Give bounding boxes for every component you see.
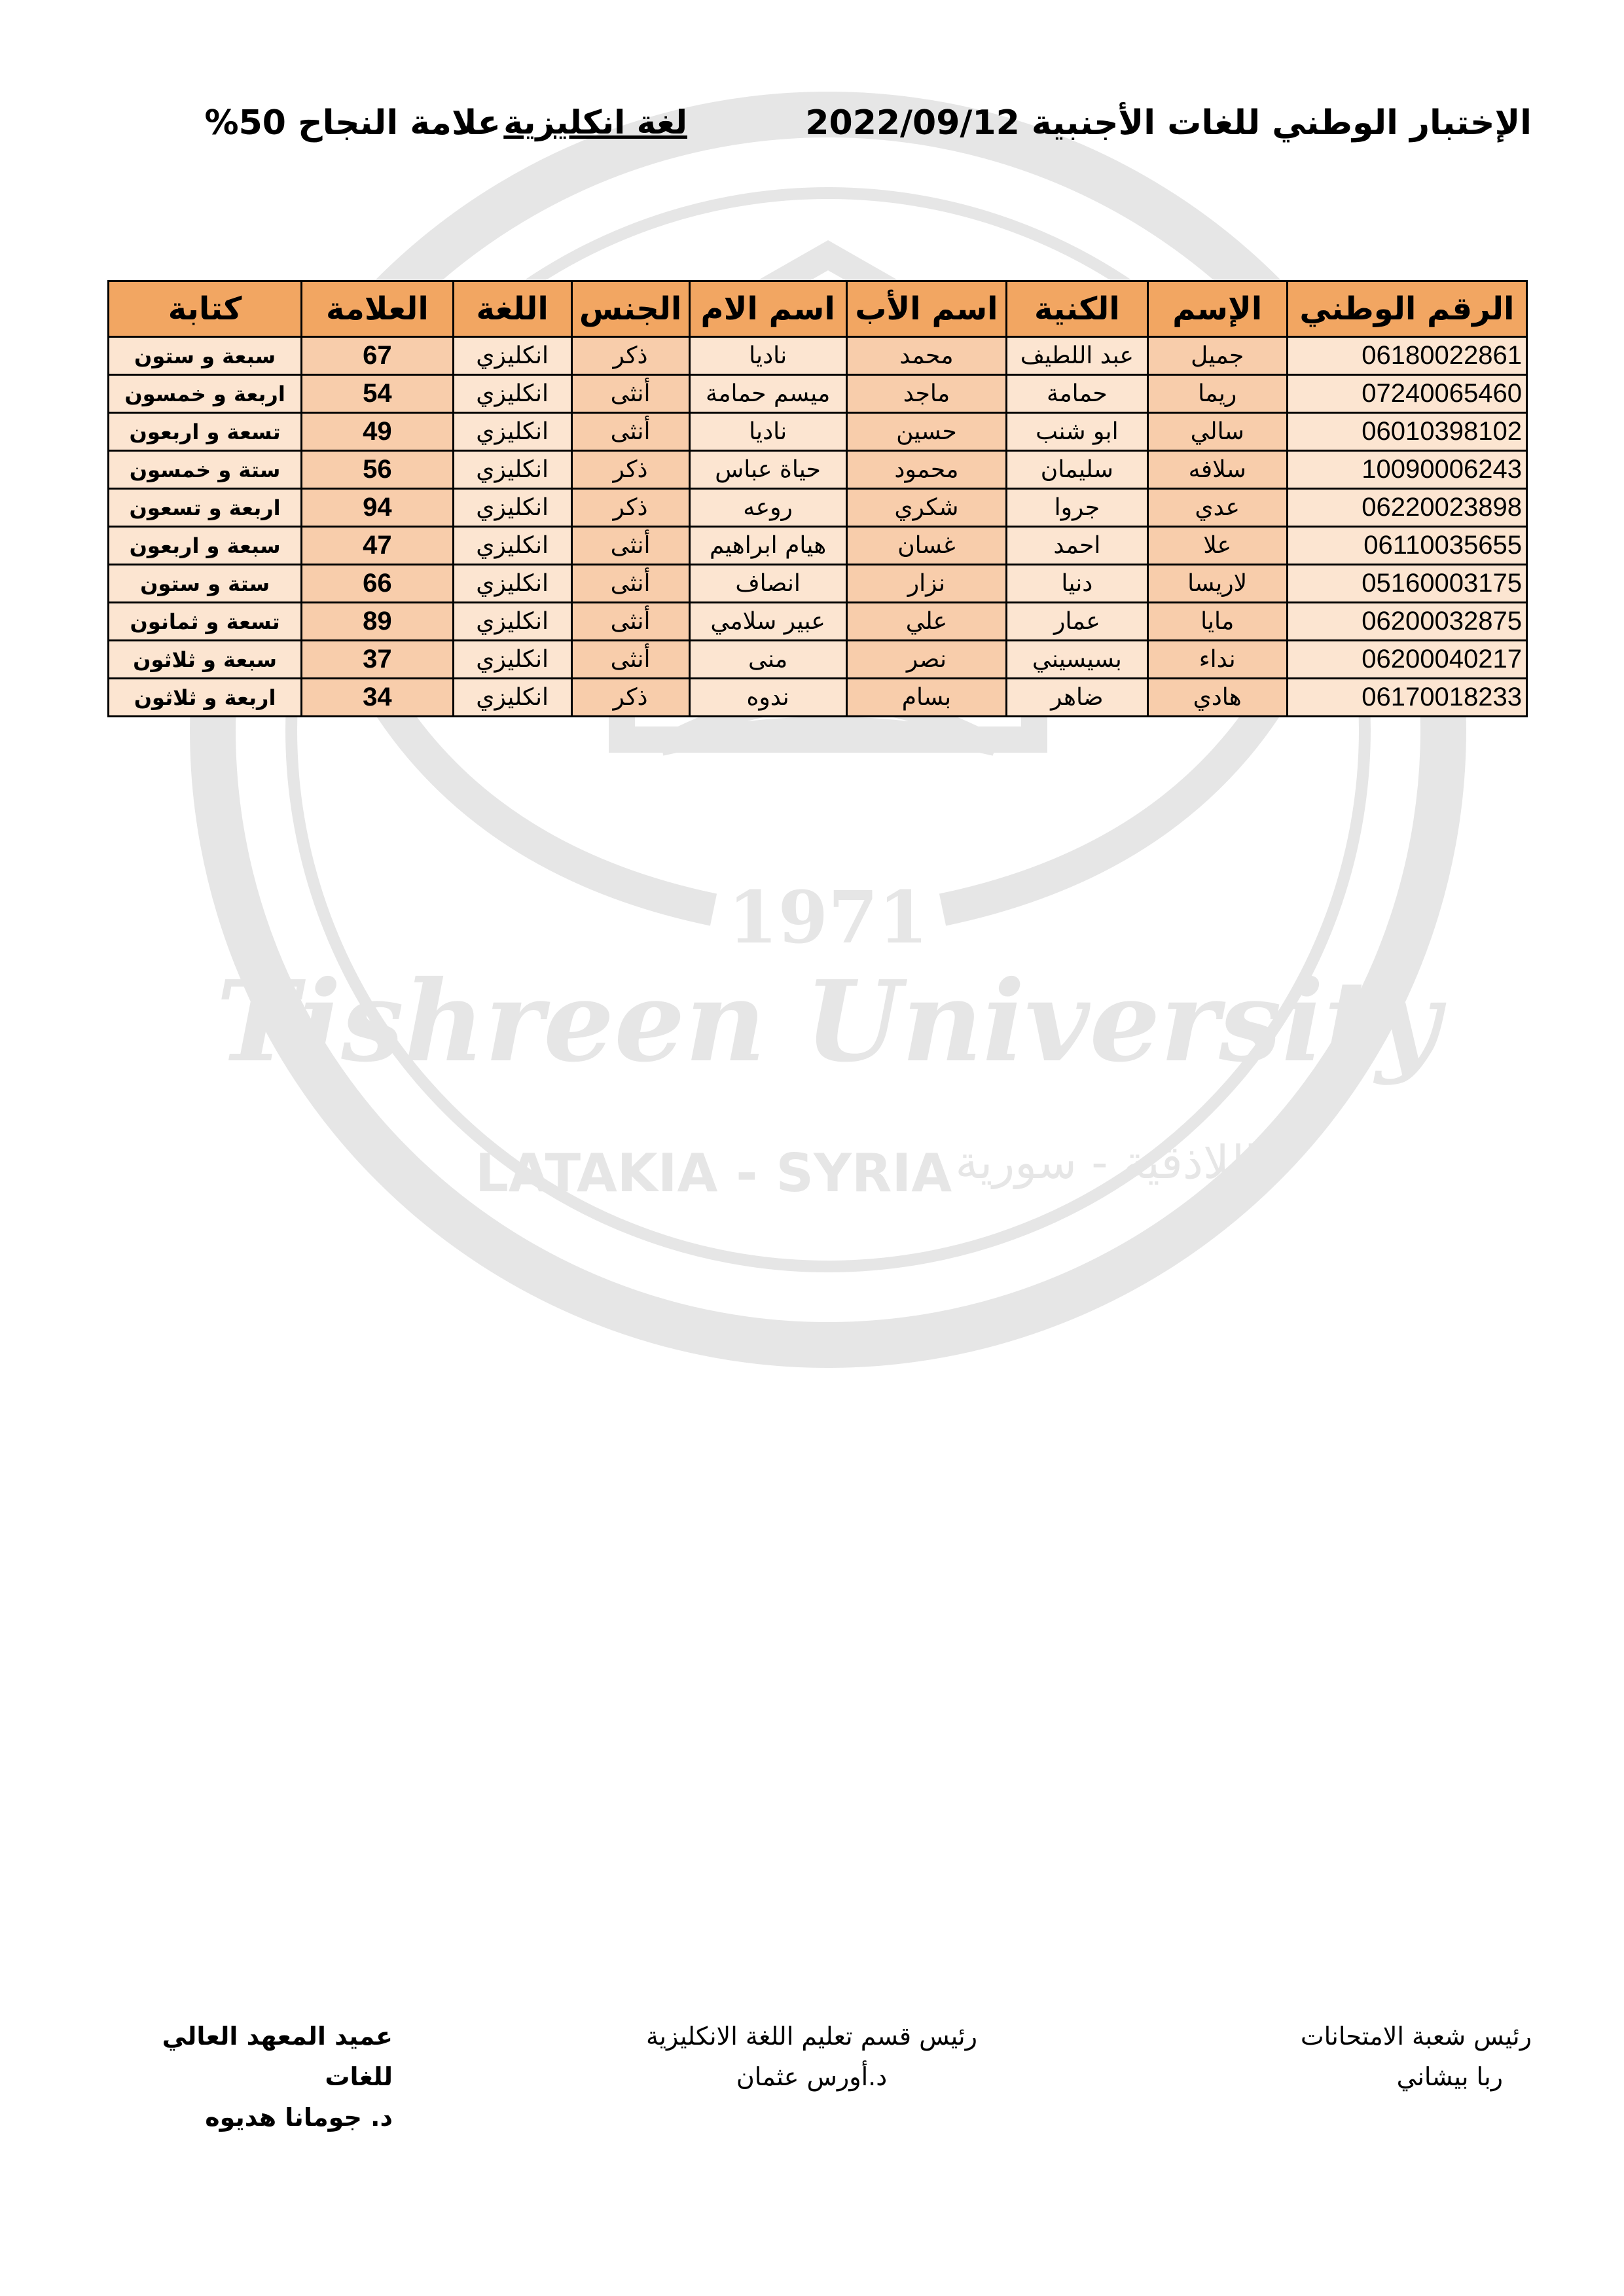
cell-language: انكليزي <box>453 337 571 375</box>
table-row <box>109 337 1527 375</box>
cell-national-id: 06200032875 <box>1287 603 1526 641</box>
cell-mark: 67 <box>302 337 454 375</box>
column-header-language: اللغة <box>453 281 571 337</box>
page-header <box>98 103 1532 156</box>
cell-language: انكليزي <box>453 413 571 451</box>
cell-mother-name: ندوه <box>689 679 846 717</box>
cell-family-name: حمامة <box>1007 375 1147 413</box>
cell-family-name: ابو شنب <box>1007 413 1147 451</box>
cell-gender: ذكر <box>571 679 689 717</box>
column-header-mother-name: اسم الام <box>689 281 846 337</box>
cell-father-name: نزار <box>846 565 1006 603</box>
footer-role: رئيس قسم تعليم اللغة الانكليزية <box>646 2022 977 2051</box>
cell-mark-in-words: اربعة و خمسون <box>109 375 302 413</box>
cell-father-name: حسين <box>846 413 1006 451</box>
column-header-gender: الجنس <box>571 281 689 337</box>
table-row <box>109 641 1527 679</box>
cell-national-id: 10090006243 <box>1287 451 1526 489</box>
footer-exams-head <box>1244 2016 1532 2097</box>
cell-mark-in-words: تسعة و ثمانون <box>109 603 302 641</box>
footer-signer-name: ربا بيشاني <box>1396 2062 1503 2091</box>
cell-mother-name: منى <box>689 641 846 679</box>
watermark-year: 1971 <box>727 875 929 960</box>
cell-mark-in-words: اربعة و تسعون <box>109 489 302 527</box>
cell-national-id: 06110035655 <box>1287 527 1526 565</box>
cell-national-id: 05160003175 <box>1287 565 1526 603</box>
table-row <box>109 527 1527 565</box>
cell-family-name: دنيا <box>1007 565 1147 603</box>
cell-first-name: عدي <box>1147 489 1287 527</box>
cell-language: انكليزي <box>453 489 571 527</box>
footer-department-head <box>641 2016 982 2097</box>
cell-gender: ذكر <box>571 337 689 375</box>
cell-gender: أنثى <box>571 565 689 603</box>
cell-mark: 94 <box>302 489 454 527</box>
cell-father-name: علي <box>846 603 1006 641</box>
cell-mark-in-words: ستة و ستون <box>109 565 302 603</box>
column-header-mark: العلامة <box>302 281 454 337</box>
cell-first-name: جميل <box>1147 337 1287 375</box>
cell-first-name: مايا <box>1147 603 1287 641</box>
cell-mother-name: ناديا <box>689 337 846 375</box>
cell-gender: أنثى <box>571 413 689 451</box>
cell-mark-in-words: تسعة و اربعون <box>109 413 302 451</box>
cell-mother-name: عبير سلامي <box>689 603 846 641</box>
watermark-location-ar: اللاذقية - سورية <box>955 1136 1257 1189</box>
table-row <box>109 451 1527 489</box>
cell-family-name: ضاهر <box>1007 679 1147 717</box>
cell-father-name: محمود <box>846 451 1006 489</box>
column-header-family-name: الكنية <box>1007 281 1147 337</box>
cell-mother-name: ناديا <box>689 413 846 451</box>
column-header-mark-in-words: كتابة <box>109 281 302 337</box>
cell-national-id: 06180022861 <box>1287 337 1526 375</box>
table-row <box>109 413 1527 451</box>
cell-family-name: بسيسيني <box>1007 641 1147 679</box>
watermark-location: LATAKIA - SYRIA <box>475 1143 952 1204</box>
cell-gender: أنثى <box>571 603 689 641</box>
cell-gender: أنثى <box>571 375 689 413</box>
cell-language: انكليزي <box>453 679 571 717</box>
cell-gender: أنثى <box>571 527 689 565</box>
cell-mark-in-words: اربعة و ثلاثون <box>109 679 302 717</box>
cell-first-name: هادي <box>1147 679 1287 717</box>
cell-first-name: سالي <box>1147 413 1287 451</box>
cell-national-id: 07240065460 <box>1287 375 1526 413</box>
cell-mark: 37 <box>302 641 454 679</box>
column-header-father-name: اسم الأب <box>846 281 1006 337</box>
cell-father-name: محمد <box>846 337 1006 375</box>
cell-mother-name: روعه <box>689 489 846 527</box>
cell-mark: 56 <box>302 451 454 489</box>
table-header-row <box>109 281 1527 337</box>
table-row <box>109 375 1527 413</box>
cell-gender: أنثى <box>571 641 689 679</box>
footer-role: عميد المعهد العالي للغات <box>162 2022 393 2091</box>
cell-mark-in-words: ستة و خمسون <box>109 451 302 489</box>
cell-mark-in-words: سبعة و اربعون <box>109 527 302 565</box>
table-row <box>109 489 1527 527</box>
cell-family-name: جروا <box>1007 489 1147 527</box>
cell-mother-name: حياة عباس <box>689 451 846 489</box>
footer-signer-name: د. جومانا هديوه <box>205 2103 393 2132</box>
cell-mother-name: ميسم حمامة <box>689 375 846 413</box>
cell-family-name: سليمان <box>1007 451 1147 489</box>
cell-mother-name: انصاف <box>689 565 846 603</box>
cell-father-name: بسام <box>846 679 1006 717</box>
cell-language: انكليزي <box>453 603 571 641</box>
cell-father-name: نصر <box>846 641 1006 679</box>
table-row <box>109 565 1527 603</box>
cell-father-name: شكري <box>846 489 1006 527</box>
footer-signer-name: د.أورس عثمان <box>736 2062 888 2091</box>
cell-father-name: غسان <box>846 527 1006 565</box>
cell-mother-name: هيام ابراهيم <box>689 527 846 565</box>
cell-father-name: ماجد <box>846 375 1006 413</box>
cell-mark: 89 <box>302 603 454 641</box>
footer-role: رئيس شعبة الامتحانات <box>1300 2022 1532 2051</box>
cell-family-name: احمد <box>1007 527 1147 565</box>
language-title: لغة انكليزية <box>503 103 687 141</box>
cell-first-name: نداء <box>1147 641 1287 679</box>
cell-national-id: 06200040217 <box>1287 641 1526 679</box>
cell-gender: ذكر <box>571 489 689 527</box>
cell-language: انكليزي <box>453 641 571 679</box>
cell-first-name: سلافه <box>1147 451 1287 489</box>
cell-mark: 54 <box>302 375 454 413</box>
cell-language: انكليزي <box>453 451 571 489</box>
cell-gender: ذكر <box>571 451 689 489</box>
cell-national-id: 06170018233 <box>1287 679 1526 717</box>
cell-language: انكليزي <box>453 527 571 565</box>
cell-mark-in-words: سبعة و ستون <box>109 337 302 375</box>
cell-mark-in-words: سبعة و ثلاثون <box>109 641 302 679</box>
cell-first-name: ريما <box>1147 375 1287 413</box>
cell-family-name: عمار <box>1007 603 1147 641</box>
cell-mark: 47 <box>302 527 454 565</box>
cell-language: انكليزي <box>453 375 571 413</box>
table-row <box>109 603 1527 641</box>
footer-dean <box>98 2016 393 2138</box>
cell-language: انكليزي <box>453 565 571 603</box>
exam-title: الإختبار الوطني للغات الأجنبية 2022/09/12 <box>805 103 1532 143</box>
cell-mark: 34 <box>302 679 454 717</box>
table-row <box>109 679 1527 717</box>
cell-mark: 49 <box>302 413 454 451</box>
cell-first-name: لاريسا <box>1147 565 1287 603</box>
column-header-national-id: الرقم الوطني <box>1287 281 1526 337</box>
pass-mark: علامة النجاح 50% <box>204 103 501 143</box>
cell-national-id: 06220023898 <box>1287 489 1526 527</box>
cell-mark: 66 <box>302 565 454 603</box>
results-table <box>107 280 1528 717</box>
cell-national-id: 06010398102 <box>1287 413 1526 451</box>
cell-first-name: علا <box>1147 527 1287 565</box>
watermark-name: Tishreen University <box>216 956 1440 1087</box>
column-header-first-name: الإسم <box>1147 281 1287 337</box>
cell-family-name: عبد اللطيف <box>1007 337 1147 375</box>
